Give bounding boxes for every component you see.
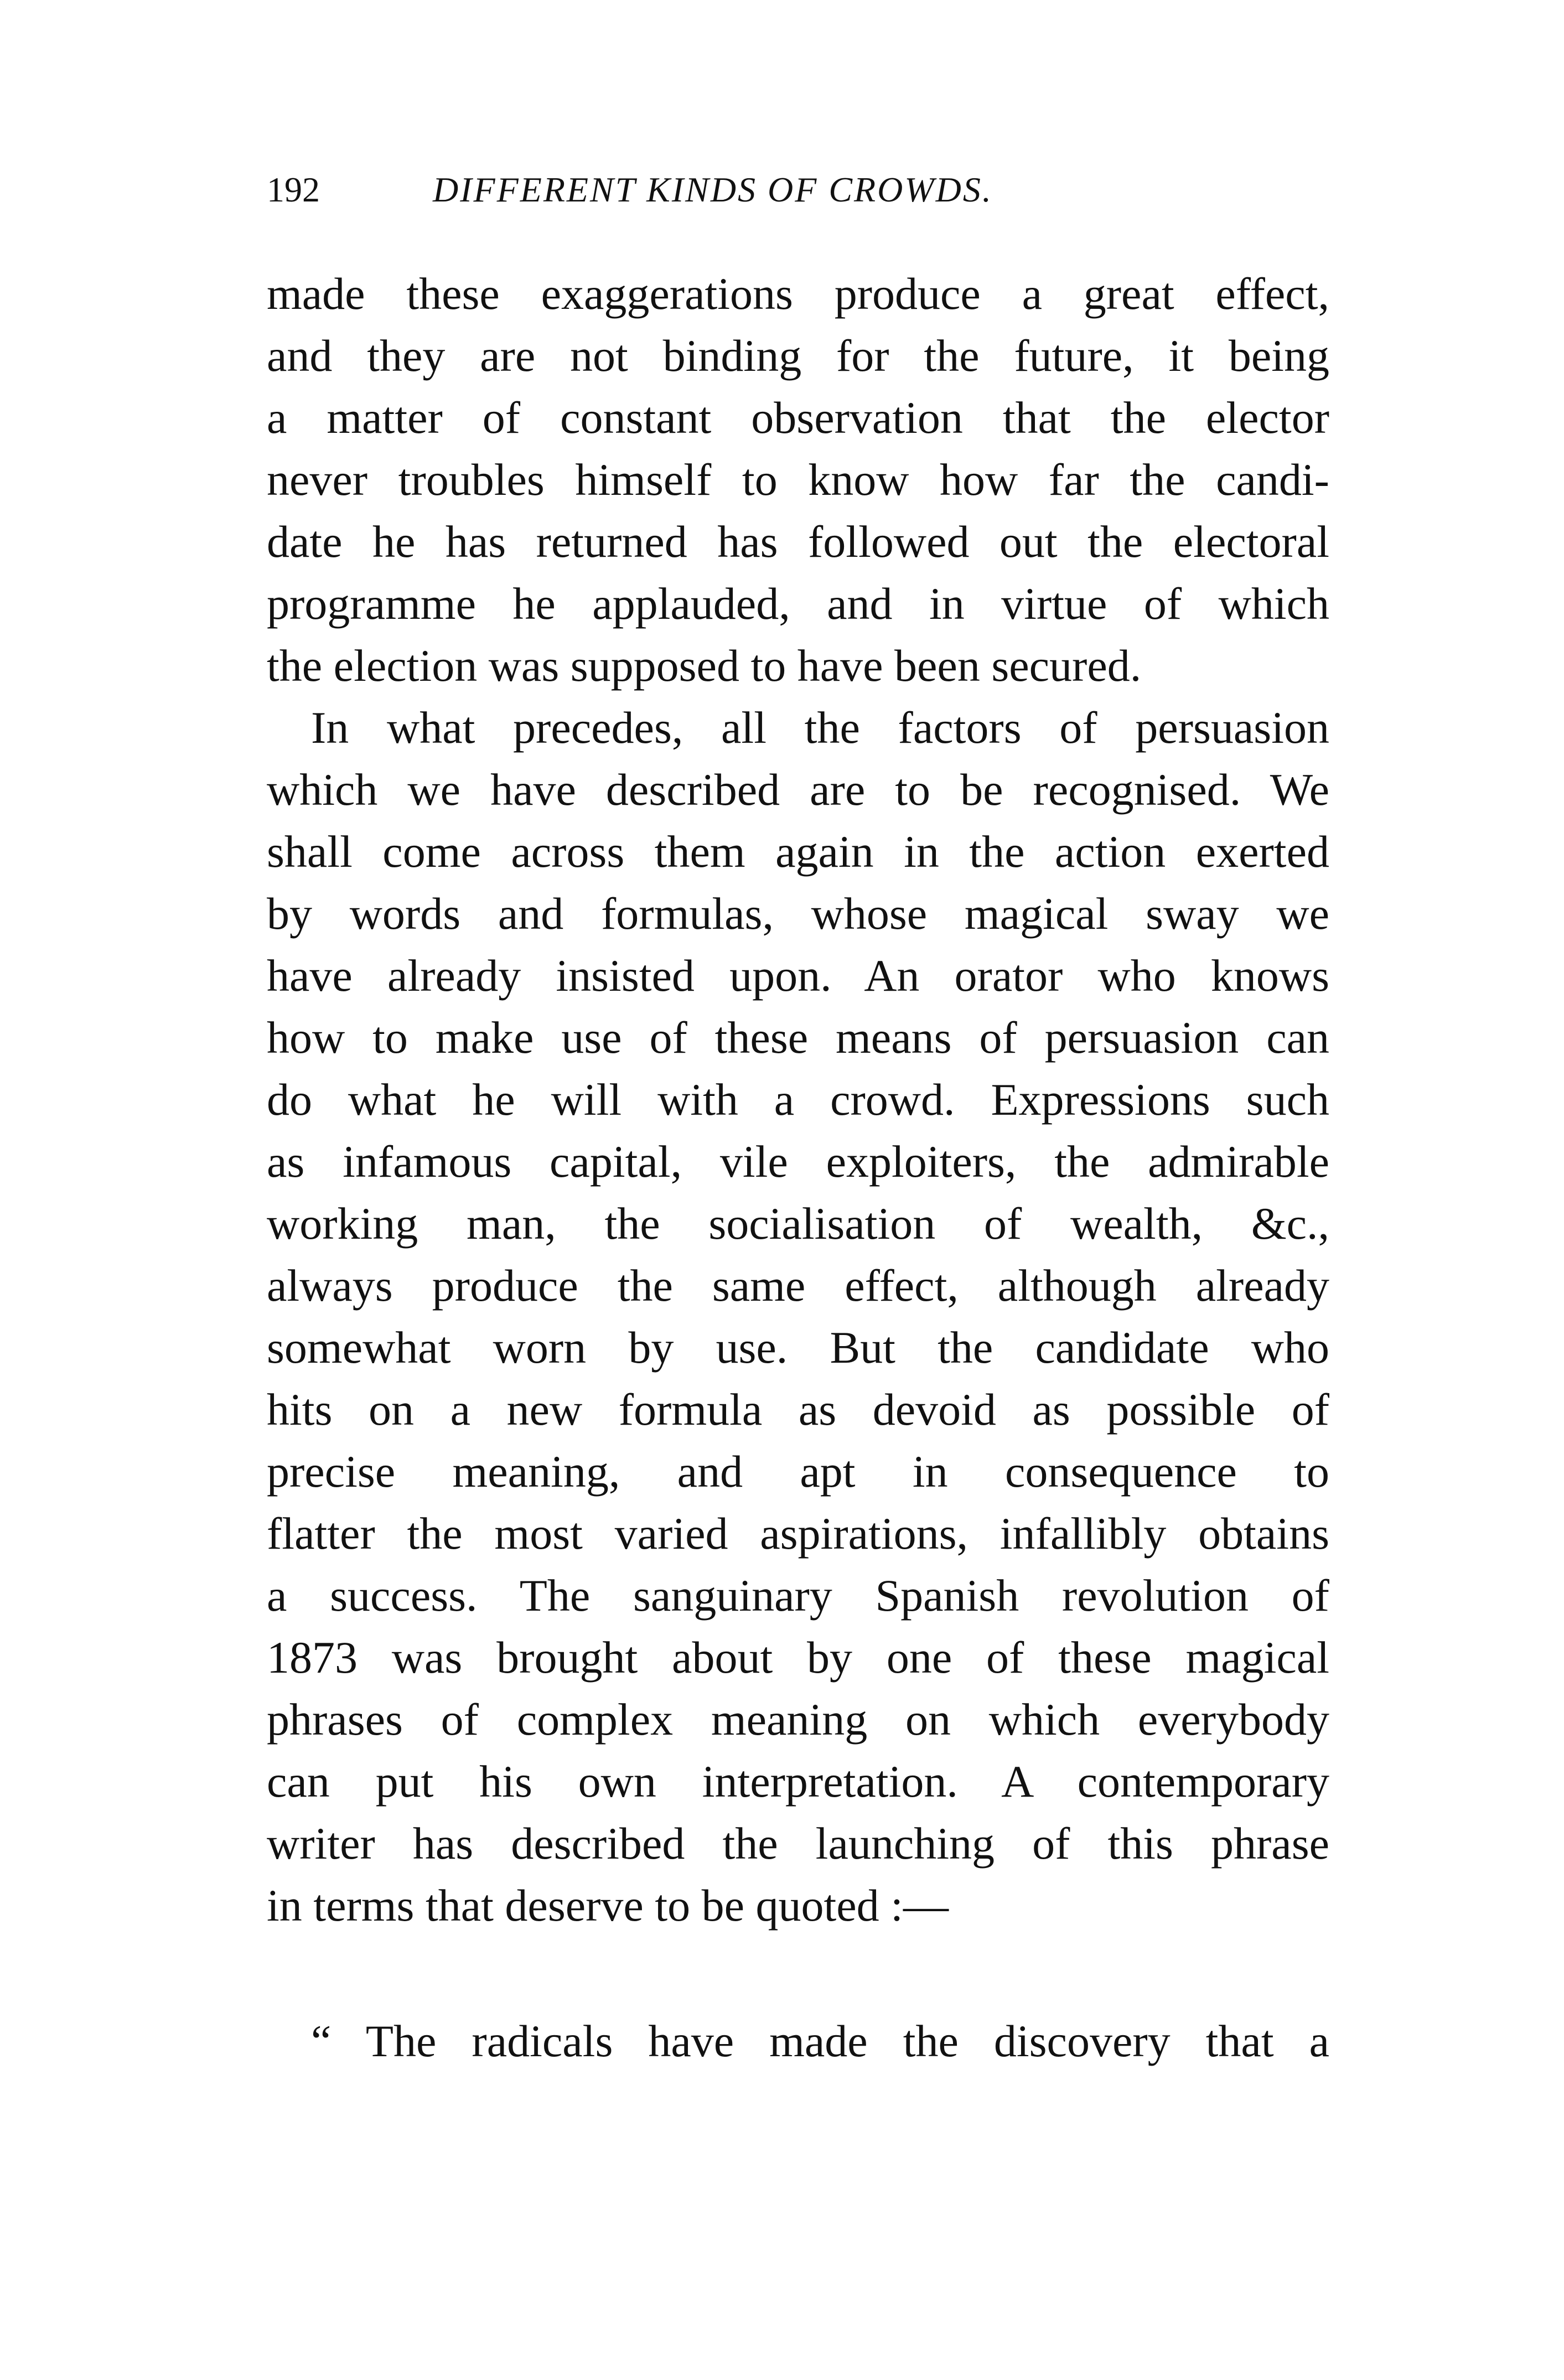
text-line: 1873 was brought about by one of these magical [267,1632,1329,1683]
paragraph-start-line: In what precedes, all the factors of persuasion [311,702,1329,753]
text-line: shall come across them again in the action exerted [267,826,1329,877]
text-line: as infamous capital, vile exploiters, the admirable [267,1136,1329,1187]
text-line: writer has described the launching of this phrase [267,1818,1329,1869]
running-head [267,165,1329,215]
text-line: a matter of constant observation that the elector [267,392,1329,443]
text-line: date he has returned has followed out the electoral [267,516,1329,567]
text-line: how to make use of these means of persuasion can [267,1012,1329,1063]
text-line: do what he will with a crowd. Expressions such [267,1074,1329,1125]
text-line: in terms that deserve to be quoted :— [267,1880,949,1931]
text-line: somewhat worn by use. But the candidate who [267,1322,1329,1373]
body-text [267,263,1329,1937]
text-line: can put his own interpretation. A contemporary [267,1756,1329,1807]
text-line: and they are not binding for the future, it being [267,330,1329,381]
text-line: phrases of complex meaning on which everybody [267,1694,1329,1745]
text-line: flatter the most varied aspirations, infallibly obtains [267,1508,1329,1559]
running-title: DIFFERENT KINDS OF CROWDS. [433,170,993,209]
text-line: made these exaggerations produce a great effect, [267,268,1329,319]
quotation [267,2010,1329,2072]
text-line: never troubles himself to know how far the candi- [267,454,1329,505]
text-line: have already insisted upon. An orator who knows [267,950,1329,1001]
text-line: the election was supposed to have been secured. [267,640,1142,691]
text-line: precise meaning, and apt in consequence to [267,1446,1329,1497]
text-line: programme he applauded, and in virtue of which [267,578,1329,629]
text-line: by words and formulas, whose magical sway we [267,888,1329,939]
text-line: which we have described are to be recognised. We [267,764,1329,815]
quotation-line: “ The radicals have made the discovery that a [311,2016,1329,2066]
text-line: a success. The sanguinary Spanish revolution of [267,1570,1329,1621]
text-line: always produce the same effect, although already [267,1260,1329,1311]
text-line: hits on a new formula as devoid as possible of [267,1384,1329,1435]
page-number: 192 [267,170,320,209]
text-line: working man, the socialisation of wealth, &c., [267,1198,1329,1249]
